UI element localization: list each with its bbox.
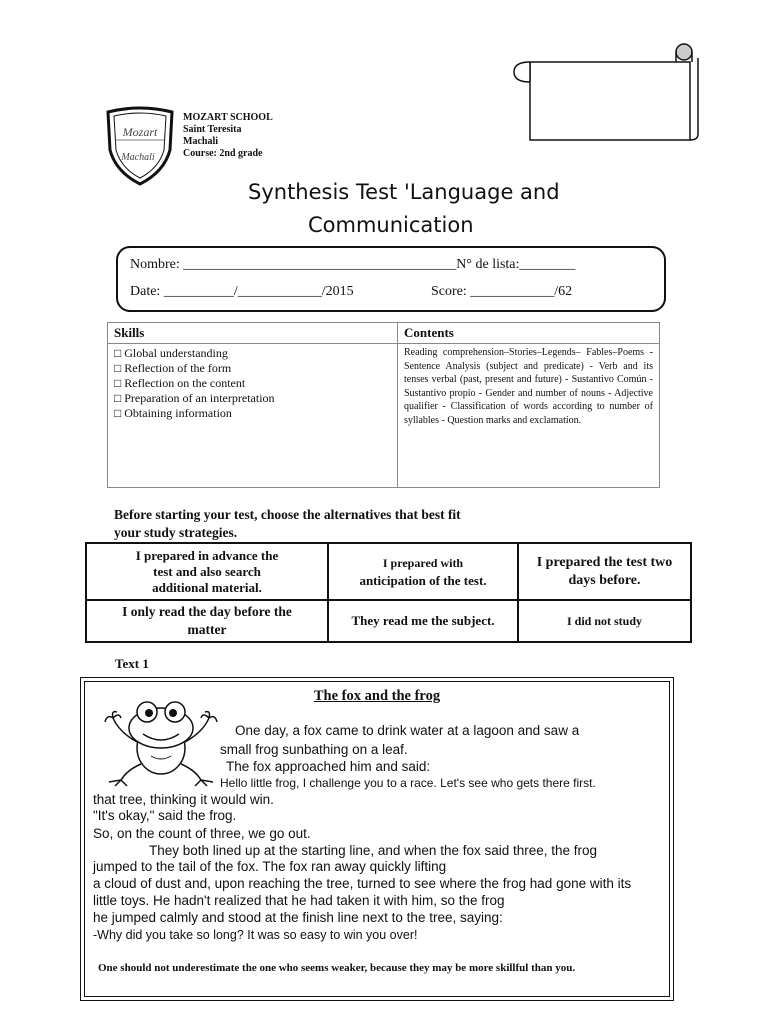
skills-list	[108, 344, 398, 488]
strategy-option-did-not-study[interactable]	[518, 600, 691, 642]
skill-item: □ Preparation of an interpretation	[114, 391, 275, 405]
title-line-2: Communication	[308, 213, 474, 237]
skill-item: □ Reflection on the content	[114, 376, 246, 390]
story-line: "It's okay," said the frog.	[93, 808, 237, 823]
strategy-text: I prepared in advance the	[135, 547, 279, 563]
skill-item: □ Global understanding	[114, 346, 228, 360]
story-line: little toys. He hadn't realized that he had taken it with him, so the frog	[93, 893, 505, 908]
story-line: a cloud of dust and, upon reaching the tree, turned to see where the frog had gone with its	[93, 876, 632, 891]
name-field[interactable]: Nombre: _______________________________________N° de lista:________	[130, 257, 576, 272]
contents-cell	[398, 344, 660, 488]
text1-label: Text 1	[115, 656, 149, 671]
story-line: Hello little frog, I challenge you to a race. Let's see who gets there first.	[220, 776, 596, 790]
contents-header: Contents	[398, 323, 660, 344]
test-title	[0, 176, 768, 242]
story-line: that tree, thinking it would win.	[93, 792, 274, 807]
strategy-text: matter	[187, 622, 227, 637]
strategy-text: days before.	[568, 572, 641, 588]
score-field[interactable]: Score: ____________/62	[431, 284, 573, 299]
course-label: Course: 2nd grade	[183, 148, 263, 159]
crest-text-bottom: Machali	[121, 152, 155, 163]
school-crest-logo	[104, 106, 176, 186]
strategy-text: anticipation of the test.	[359, 572, 487, 588]
student-info-box	[116, 246, 666, 312]
strategy-option-advance[interactable]	[86, 543, 328, 600]
story-line: They both lined up at the starting line, and when the fox said three, the frog	[149, 843, 598, 858]
school-name: MOZART SCHOOL	[183, 112, 273, 123]
school-info	[183, 112, 273, 160]
story-line: he jumped calmly and stood at the finish line next to the tree, saying:	[93, 910, 503, 925]
story-box	[84, 681, 670, 997]
story-title: The fox and the frog	[313, 688, 441, 704]
contents-text: Reading comprehension–Stories–Legends– Fables–Poems - Sentence Analysis (subject and predicate) - Verb and its tenses verbal (past, present and future) - Sustantivo Común - Sustantivo propio - Gender and number of nouns - Adjective qualifier - Classification of words according to number of syllables - Question marks and exclamation.	[404, 347, 653, 426]
story-line: So, on the count of three, we go out.	[93, 826, 311, 841]
skill-item: □ Reflection of the form	[114, 361, 232, 375]
instructions-line-2: your study strategies.	[114, 525, 238, 540]
strategy-option-read-to-me[interactable]	[328, 600, 518, 642]
story-line: One day, a fox came to drink water at a lagoon and saw a	[235, 723, 580, 738]
strategy-text: I did not study	[566, 613, 643, 628]
crest-text-top: Mozart	[122, 125, 158, 139]
story-moral: One should not underestimate the one who seems weaker, because they may be more skillful than you.	[98, 962, 576, 974]
strategy-option-two-days[interactable]	[518, 543, 691, 600]
story-line: -Why did you take so long? It was so easy to win you over!	[93, 928, 418, 942]
strategy-text: I only read the day before the	[122, 604, 292, 619]
strategy-text: test and also search	[153, 563, 261, 579]
story-frame	[80, 677, 674, 1001]
title-line-1: Synthesis Test 'Language and	[248, 180, 560, 204]
story-line: jumped to the tail of the fox. The fox ran away quickly lifting	[93, 859, 447, 874]
study-strategies-table	[85, 542, 692, 643]
strategy-option-day-before[interactable]	[86, 600, 328, 642]
school-location-1: Saint Teresita	[183, 124, 242, 135]
school-location-2: Machali	[183, 136, 218, 147]
strategy-text: I prepared with	[382, 555, 464, 570]
strategy-text: additional material.	[152, 579, 262, 595]
frog-illustration	[101, 692, 221, 787]
story-line: small frog sunbathing on a leaf.	[220, 742, 408, 757]
strategy-text: I prepared the test two	[536, 554, 673, 570]
scroll-decoration	[510, 40, 700, 150]
strategy-text: They read me the subject.	[351, 613, 495, 628]
story-line: The fox approached him and said:	[226, 759, 431, 774]
date-field[interactable]: Date: __________/____________/2015	[130, 284, 354, 299]
skill-item: □ Obtaining information	[114, 406, 232, 420]
instructions-line-1: Before starting your test, choose the alternatives that best fit	[114, 507, 461, 522]
skills-header: Skills	[108, 323, 398, 344]
instructions	[114, 506, 514, 542]
skills-contents-table	[107, 322, 660, 488]
strategy-option-anticipation[interactable]	[328, 543, 518, 600]
